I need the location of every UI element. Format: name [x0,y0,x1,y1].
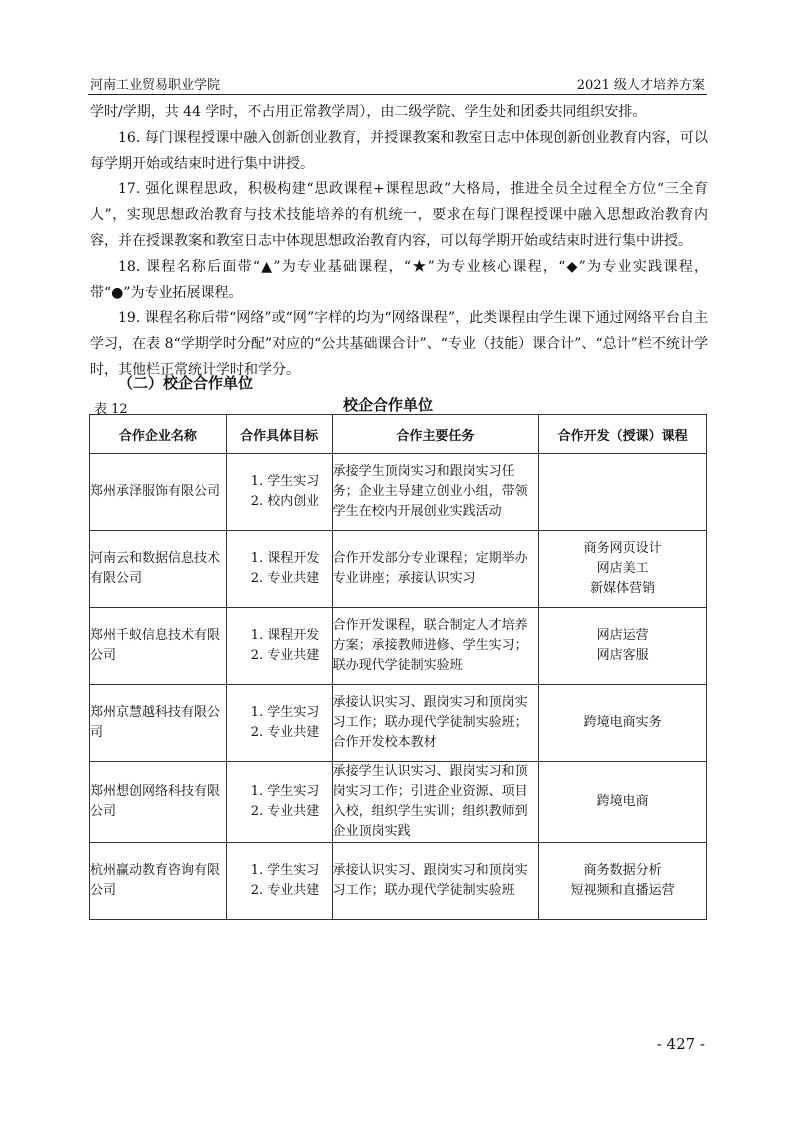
goal-item: 2. 校内创业 [250,494,320,509]
course-item: 新媒体营销 [590,581,656,596]
task-cell: 承接学生认识实习、跟岗实习和顶岗实习工作；引进企业资源、项目入校，组织学生实训；组织教师到企业顶岗实践 [332,762,539,843]
task-cell: 承接认识实习、跟岗实习和顶岗实习工作；联办现代学徒制实验班；合作开发校本教材 [332,685,539,762]
course-item: 网店客服 [596,648,649,663]
company-name-cell: 郑州承泽服饰有限公司 [90,454,227,531]
goal-cell [226,531,332,608]
company-name-cell: 郑州京慧越科技有限公司 [90,685,227,762]
goal-cell [226,685,332,762]
table-title: 校企合作单位 [343,396,434,414]
task-cell: 承接认识实习、跟岗实习和顶岗实习工作；联办现代学徒制实验班 [332,843,539,920]
table-row [90,454,707,531]
course-item: 跨境电商实务 [583,715,662,730]
section-title: （二）校企合作单位 [118,374,254,392]
task-cell: 合作开发课程，联合制定人才培养方案；承接教师进修、学生实习；联办现代学徒制实验班 [332,608,539,685]
page-number: - 427 - [656,1035,705,1053]
course-cell [539,843,707,920]
table-header-row [90,415,707,454]
task-cell: 合作开发部分专业课程；定期举办专业讲座；承接认识实习 [332,531,539,608]
paragraph: 19. 课程名称后带“网络”或“网”字样的均为“网络课程”，此类课程由学生课下通过网络平台自主学习，在表 8“学期学时分配”对应的“公共基础课合计”、“专业（技能）课合计”、“总计”栏不统计学时，其他栏正常统计学时和学分。 [90,310,708,378]
course-cell [539,608,707,685]
course-item: 商务数据分析 [583,863,662,878]
course-cell [539,454,707,531]
goal-item: 2. 专业共建 [250,883,320,898]
company-name-cell: 杭州赢动教育咨询有限公司 [90,843,227,920]
course-cell [539,531,707,608]
header-company: 合作企业名称 [90,415,227,454]
goal-cell [226,454,332,531]
table-row [90,608,707,685]
course-cell [539,685,707,762]
header-task: 合作主要任务 [332,415,539,454]
company-name-cell: 郑州千蚁信息技术有限公司 [90,608,227,685]
goal-cell [226,762,332,843]
paragraph: 17. 强化课程思政，积极构建“思政课程+课程思政”大格局，推进全员全过程全方位“三全育人”，实现思想政治教育与技术技能培养的有机统一，要求在每门课程授课中融入思想政治教育内容，并在授课教案和教室日志中体现思想政治教育内容，可以每学期开始或结束时进行集中讲授。 [90,181,708,249]
goal-item: 1. 学生实习 [250,474,320,489]
course-cell [539,762,707,843]
goal-item: 2. 专业共建 [250,648,320,663]
course-item: 网店运营 [596,628,649,643]
header-course: 合作开发（授课）课程 [539,415,707,454]
header-divider [88,94,707,95]
course-item: 商务网页设计 [583,541,662,556]
company-name-cell: 郑州想创网络科技有限公司 [90,762,227,843]
goal-item: 1. 学生实习 [250,705,320,720]
paragraph: 学时/学期，共 44 学时，不占用正常教学周），由二级学院、学生处和团委共同组织安排。 [90,104,647,120]
goal-item: 1. 课程开发 [250,551,320,566]
header-plan-title: 2021 级人才培养方案 [576,78,705,93]
goal-item: 2. 专业共建 [250,804,320,819]
paragraph: 18. 课程名称后面带“▲”为专业基础课程，“★”为专业核心课程，“◆”为专业实践课程，带“●”为专业拓展课程。 [90,258,708,301]
table-row [90,843,707,920]
goal-item: 2. 专业共建 [250,725,320,740]
course-item: 网店美工 [596,561,649,576]
goal-item: 2. 专业共建 [250,571,320,586]
goal-item: 1. 课程开发 [250,628,320,643]
goal-cell [226,843,332,920]
cooperation-table [89,414,707,920]
body-paragraphs [90,100,708,384]
paragraph: 16. 每门课程授课中融入创新创业教育，并授课教案和教室日志中体现创新创业教育内容，可以每学期开始或结束时进行集中讲授。 [90,129,708,172]
header-goal: 合作具体目标 [226,415,332,454]
table-row [90,762,707,843]
table-label: 表 12 [94,402,128,417]
goal-item: 1. 学生实习 [250,863,320,878]
goal-cell [226,608,332,685]
header-school-name: 河南工业贸易职业学院 [90,78,221,93]
goal-item: 1. 学生实习 [250,784,320,799]
table-row [90,685,707,762]
company-name-cell: 河南云和数据信息技术有限公司 [90,531,227,608]
table-row [90,531,707,608]
task-cell: 承接学生顶岗实习和跟岗实习任务；企业主导建立创业小组，带领学生在校内开展创业实践活动 [332,454,539,531]
course-item: 短视频和直播运营 [570,883,675,898]
course-item: 跨境电商 [596,794,649,809]
